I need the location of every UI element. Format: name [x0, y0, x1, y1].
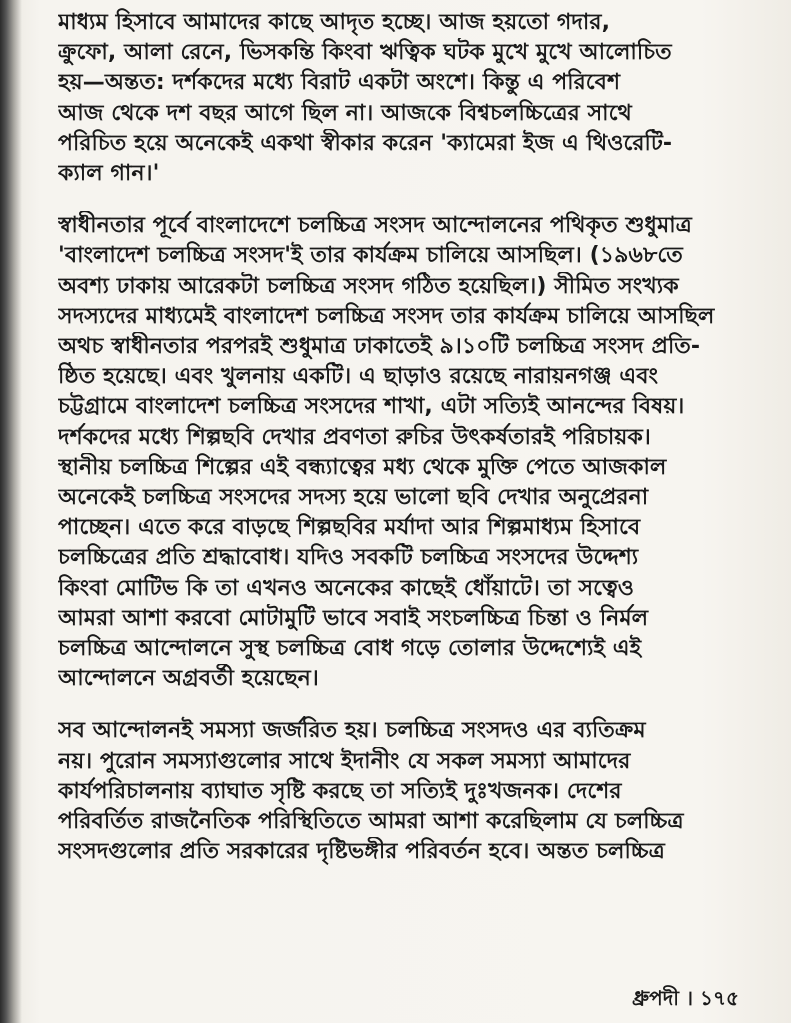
- text-line: 'বাংলাদেশ চলচ্চিত্র সংসদ'ই তার কার্যক্রম চালিয়ে আসছিল। (১৯৬৮তে: [58, 243, 683, 269]
- text-line: চট্টগ্রামে বাংলাদেশ চলচ্চিত্র সংসদের শাখা, এটা সত্যিই আনন্দের বিষয়।: [58, 394, 685, 420]
- text-line: আমরা আশা করবো মোটামুটি ভাবে সবাই সংচলচ্চিত্র চিন্তা ও নির্মল: [58, 605, 649, 631]
- text-line: হয়—অন্তত: দর্শকদের মধ্যে বিরাট একটা অংশে। কিন্তু এ পরিবেশ: [58, 70, 621, 96]
- text-line: আন্দোলনে অগ্রবর্তী হয়েছেন।: [58, 666, 319, 692]
- text-line: কিংবা মোটিভ কি তা এখনও অনেকের কাছেই ধোঁয়াটে। তা সত্বেও: [58, 575, 635, 601]
- text-line: সব আন্দোলনই সমস্যা জর্জরিত হয়। চলচ্চিত্র সংসদও এর ব্যতিক্রম: [58, 718, 646, 744]
- text-line: ষ্ঠিত হয়েছে। এবং খুলনায় একটি। এ ছাড়াও রয়েছে নারায়নগঞ্জ এবং: [58, 364, 659, 390]
- text-line: স্বাধীনতার পূর্বে বাংলাদেশে চলচ্চিত্র সংসদ আন্দোলনের পথিকৃত শুধুমাত্র: [58, 213, 692, 239]
- text-line: চলচ্চিত্র আন্দোলনে সুস্থ চলচ্চিত্র বোধ গড়ে তোলার উদ্দেশ্যেই এই: [58, 636, 642, 662]
- text-line: ক্যাল গান।': [58, 161, 160, 187]
- text-line: অথচ স্বাধীনতার পরপরই শুধুমাত্র ঢাকাতেই ৯।১০টি চলচ্চিত্র সংসদ প্রতি-: [58, 334, 701, 360]
- page-footer: [632, 984, 739, 1017]
- text-line: পরিচিত হয়ে অনেকেই একথা স্বীকার করেন 'ক্যামেরা ইজ এ থিওরেটি-: [58, 130, 673, 156]
- text-line: চলচ্চিত্রের প্রতি শ্রদ্ধাবোধ। যদিও সবকটি চলচ্চিত্র সংসদের উদ্দেশ্য: [58, 545, 639, 571]
- article-body: [58, 8, 718, 867]
- publication-name: ধ্রুপদী: [632, 986, 679, 1010]
- page-number: ১৭৫: [700, 986, 739, 1010]
- paragraph-3: [58, 716, 718, 867]
- text-line: অবশ্য ঢাকায় আরেকটা চলচ্চিত্র সংসদ গঠিত হয়েছিল।) সীমিত সংখ্যক: [58, 273, 679, 299]
- text-line: দর্শকদের মধ্যে শিল্পছবি দেখার প্রবণতা রুচির উৎকর্ষতারই পরিচায়ক।: [58, 424, 651, 450]
- text-line: পাচ্ছেন। এতে করে বাড়ছে শিল্পছবির মর্যাদা আর শিল্পমাধ্যম হিসাবে: [58, 515, 641, 541]
- text-line: নয়। পুরোন সমস্যাগুলোর সাথে ইদানীং যে সকল সমস্যা আমাদের: [58, 748, 631, 774]
- text-line: স্থানীয় চলচ্চিত্র শিল্পের এই বন্ধ্যাত্বের মধ্য থেকে মুক্তি পেতে আজকাল: [58, 454, 667, 480]
- text-line: সংসদগুলোর প্রতি সরকারের দৃষ্টিভঙ্গীর পরিবর্তন হবে। অন্তত চলচ্চিত্র: [58, 839, 665, 865]
- text-line: আজ থেকে দশ বছর আগে ছিল না। আজকে বিশ্বচলচ্চিত্রের সাথে: [58, 100, 632, 126]
- text-line: মাধ্যম হিসাবে আমাদের কাছে আদৃত হচ্ছে। আজ হয়তো গদার,: [58, 10, 611, 35]
- text-line: কার্যপরিচালনায় ব্যাঘাত সৃষ্টি করছে তা সত্যিই দুঃখজনক। দেশের: [58, 778, 622, 804]
- footer-separator: ।: [685, 986, 694, 1010]
- paragraph-2: [58, 211, 718, 694]
- text-line: ক্রুফো, আলা রেনে, ভিসকন্তি কিংবা ঋত্বিক ঘটক মুখে মুখে আলোচিত: [58, 40, 672, 66]
- text-line: সদস্যদের মাধ্যমেই বাংলাদেশ চলচ্চিত্র সংসদ তার কার্যক্রম চালিয়ে আসছিল: [58, 303, 715, 329]
- text-line: অনেকেই চলচ্চিত্র সংসদের সদস্য হয়ে ভালো ছবি দেখার অনুপ্রেরনা: [58, 485, 649, 511]
- paragraph-1: [58, 8, 718, 189]
- page-binding-edge: [0, 0, 22, 1023]
- text-line: পরিবর্তিত রাজনৈতিক পরিস্থিতিতে আমরা আশা করেছিলাম যে চলচ্চিত্র: [58, 809, 684, 835]
